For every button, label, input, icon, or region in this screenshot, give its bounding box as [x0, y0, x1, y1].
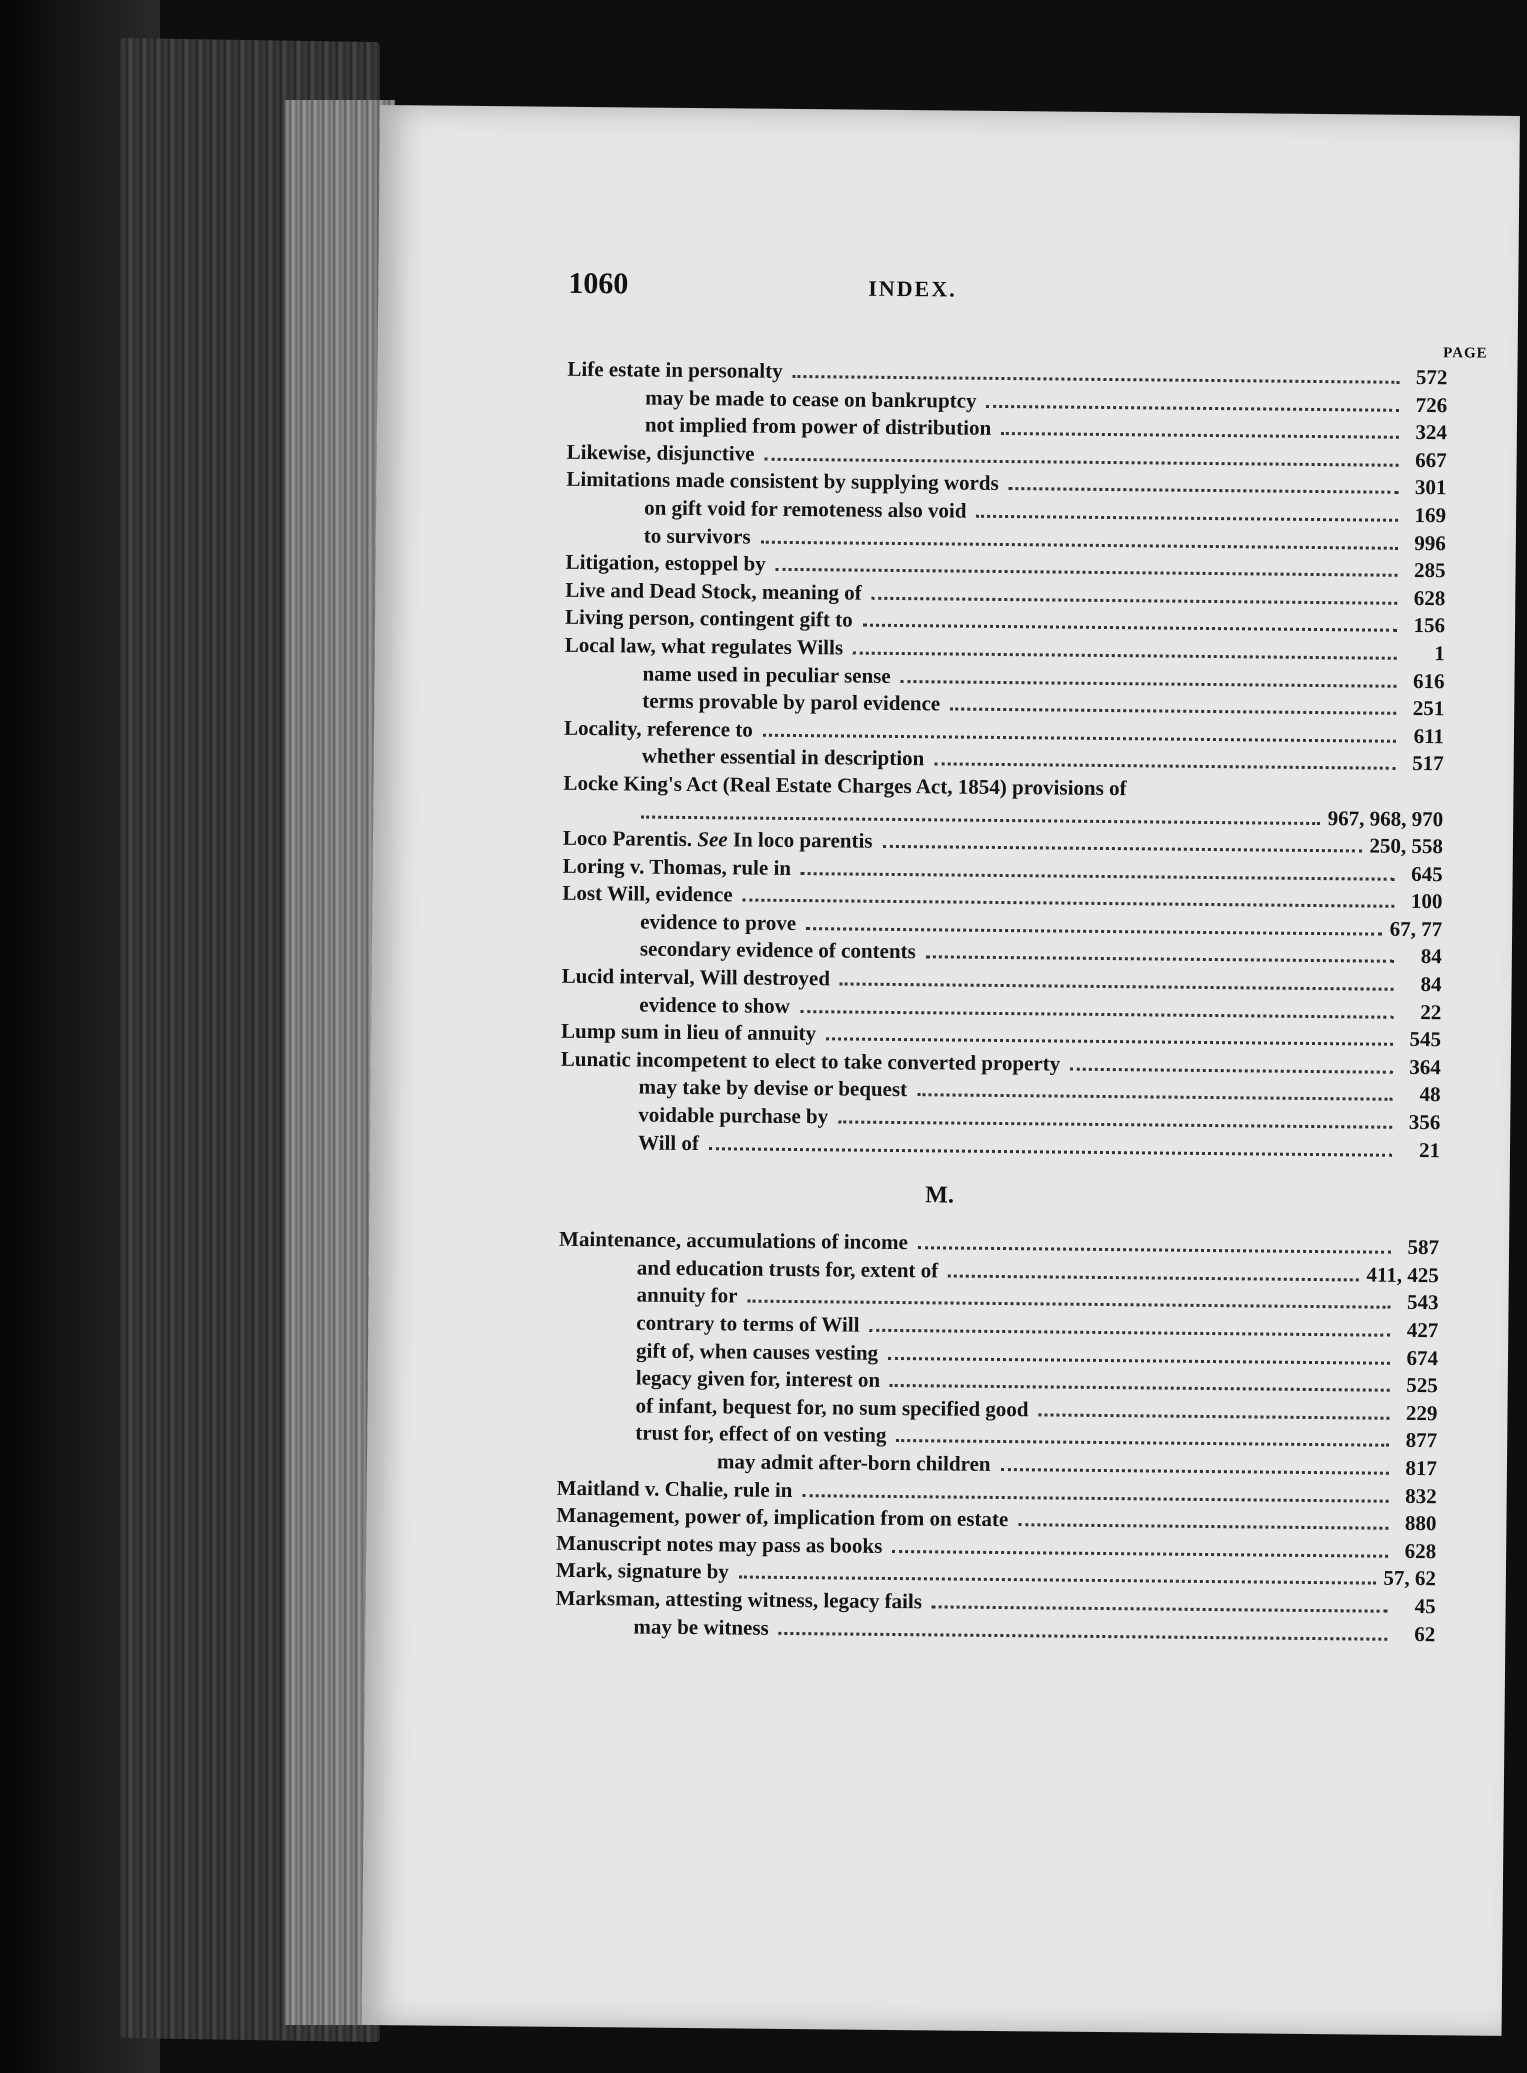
entry-page: 645 [1411, 861, 1443, 886]
entry-term: Maintenance, accumulations of income [559, 1226, 909, 1255]
dot-leader [747, 1300, 1390, 1309]
dot-leader [950, 708, 1396, 715]
entry-page: 411, 425 [1366, 1262, 1439, 1288]
entry-term: Maitland v. Chalie, rule in [556, 1475, 793, 1502]
entry-term: Limitations made consistent by supplying words [566, 467, 999, 496]
entry-term: Loring v. Thomas, rule in [562, 853, 792, 880]
entry-term: may take by devise or bequest [638, 1074, 908, 1102]
dot-leader [882, 845, 1361, 853]
entry-term: Lump sum in lieu of annuity [561, 1019, 817, 1046]
entry-page: 880 [1404, 1511, 1437, 1536]
entry-page: 364 [1409, 1054, 1441, 1080]
entry-page: 285 [1413, 558, 1446, 583]
entry-term: Local law, what regulates Wills [564, 632, 844, 660]
dot-leader [918, 1246, 1391, 1254]
dot-leader [1038, 1413, 1389, 1419]
entries-group-l2 [560, 826, 1443, 1166]
entry-page: 57, 62 [1383, 1566, 1437, 1591]
entry-term: and education trusts for, extent of [636, 1255, 939, 1283]
entries-group-m [555, 1227, 1439, 1649]
entry-page: 967, 968, 970 [1327, 805, 1444, 831]
entry-page: 229 [1405, 1400, 1438, 1425]
dot-leader [779, 1631, 1388, 1640]
entry-page: 67, 77 [1389, 916, 1443, 942]
index-page [362, 105, 1520, 2036]
entry-page: 545 [1409, 1027, 1442, 1052]
entry-page: 427 [1406, 1317, 1439, 1343]
entry-page: 996 [1414, 530, 1446, 555]
entry-term: Living person, contingent gift to [564, 605, 853, 632]
entry-page: 356 [1408, 1109, 1441, 1135]
entry-term: Lost Will, evidence [562, 881, 733, 907]
entry-page: 84 [1420, 972, 1442, 997]
dot-leader [917, 1094, 1392, 1102]
entry-page: 525 [1406, 1373, 1438, 1398]
entry-term [563, 826, 883, 854]
entry-term: voidable purchase by [638, 1102, 829, 1129]
entry-see-reference: See [697, 827, 728, 852]
entry-term: whether essential in description [641, 743, 925, 771]
entry-term: Life estate in personalty [567, 356, 783, 383]
dot-leader [802, 1494, 1388, 1503]
entry-page: 84 [1420, 944, 1442, 969]
dot-leader [896, 1439, 1389, 1447]
dot-leader [872, 596, 1398, 604]
entry-term-rest: In loco parentis [727, 827, 873, 853]
entry-page: 62 [1414, 1621, 1436, 1646]
dot-leader [934, 763, 1395, 770]
entry-page: 48 [1419, 1082, 1441, 1107]
entry-term: Lunatic incompetent to elect to take converted property [560, 1046, 1061, 1076]
dot-leader [840, 983, 1394, 991]
entry-term: Management, power of, implication from on estate [556, 1502, 1009, 1532]
dot-leader [743, 899, 1395, 908]
dot-leader [1018, 1523, 1388, 1530]
entry-term: may be witness [633, 1614, 769, 1640]
entry-term: Live and Dead Stock, meaning of [565, 577, 862, 605]
entry-term: trust for, effect of on vesting [635, 1420, 887, 1448]
page-header [568, 267, 1468, 316]
entries-group-l [564, 357, 1448, 779]
dot-leader [761, 540, 1398, 549]
section-heading-m: M. [925, 1182, 955, 1209]
entry-term: Marksman, attesting witness, legacy fails [555, 1585, 923, 1614]
entry-page: 156 [1413, 613, 1446, 638]
entry-page: 301 [1414, 475, 1447, 500]
entry-term: to survivors [643, 523, 751, 549]
entry-term: contrary to terms of Will [636, 1310, 860, 1337]
entry-term: Litigation, estoppel by [565, 549, 766, 576]
entry-term-main: Loco Parentis. [562, 825, 698, 852]
entry-term: name used in peculiar sense [642, 661, 891, 688]
entry-page: 1 [1434, 641, 1445, 666]
dot-leader [901, 680, 1397, 688]
entry-page: 517 [1412, 751, 1444, 776]
entry-page: 251 [1412, 696, 1445, 721]
dot-leader [863, 624, 1397, 632]
entry-page: 21 [1418, 1137, 1441, 1162]
entry-page: 572 [1415, 364, 1448, 390]
dot-leader [739, 1576, 1376, 1585]
dot-leader [801, 872, 1395, 881]
entry-term: Lucid interval, Will destroyed [561, 963, 831, 991]
entry-page: 611 [1413, 723, 1445, 748]
dot-leader [826, 1038, 1393, 1046]
dot-leader [1009, 487, 1399, 494]
entry-term: Will of [637, 1130, 700, 1155]
entry-page: 667 [1415, 447, 1447, 473]
dot-leader [986, 404, 1399, 411]
entry-term: Locality, reference to [563, 715, 753, 742]
entry-page: 100 [1410, 889, 1443, 914]
dot-leader [1000, 1468, 1388, 1475]
dot-leader [793, 375, 1400, 384]
entry-term: Likewise, disjunctive [566, 439, 755, 466]
entry-term: Manuscript notes may pass as books [556, 1530, 883, 1558]
entry-term: on gift void for remoteness also void [644, 495, 967, 523]
entry-term: not implied from power of distribution [644, 412, 992, 441]
dot-leader [853, 652, 1397, 660]
dot-leader [1001, 432, 1399, 439]
entry-page: 169 [1414, 502, 1447, 528]
entry-term: evidence to prove [640, 909, 797, 935]
entry-page: 832 [1405, 1483, 1437, 1508]
dot-leader [763, 733, 1396, 742]
entry-page: 616 [1412, 668, 1445, 693]
entry-term: annuity for [636, 1282, 738, 1308]
entry-term: may admit after-born children [716, 1449, 991, 1476]
dot-leader [806, 927, 1382, 936]
entry-page: 543 [1406, 1290, 1439, 1315]
dot-leader [641, 815, 1319, 825]
entry-page: 45 [1414, 1593, 1436, 1619]
entry-term: terms provable by parol evidence [642, 688, 941, 716]
dot-leader [764, 457, 1398, 466]
running-head: INDEX. [868, 275, 957, 302]
dot-leader [709, 1147, 1392, 1157]
dot-leader [890, 1384, 1390, 1392]
dot-leader [976, 515, 1398, 522]
entry-page: 587 [1407, 1235, 1440, 1260]
entry-term: evidence to show [639, 992, 790, 1018]
entry-term: secondary evidence of contents [639, 937, 916, 964]
entry-page: 22 [1420, 999, 1442, 1024]
entry-page: 726 [1415, 392, 1448, 417]
dot-leader [888, 1357, 1390, 1365]
dot-leader [932, 1605, 1388, 1612]
dot-leader [1070, 1068, 1393, 1074]
entry-page: 324 [1415, 420, 1448, 445]
dot-leader [838, 1120, 1392, 1128]
entry-term: gift of, when causes vesting [635, 1338, 879, 1365]
dot-leader [869, 1329, 1390, 1337]
dot-leader [926, 956, 1394, 963]
entry-page: 250, 558 [1369, 833, 1444, 859]
page-number: 1060 [568, 266, 629, 301]
dot-leader [948, 1274, 1358, 1281]
entry-page: 674 [1406, 1345, 1439, 1370]
entry-page: 877 [1405, 1428, 1438, 1453]
dot-leader [892, 1550, 1388, 1558]
entry-page: 817 [1405, 1455, 1438, 1481]
entry-term: may be made to cease on bankruptcy [645, 385, 977, 413]
entry-term: Locke King's Act (Real Estate Charges Act, 1854) provisions of [563, 770, 1127, 801]
entry-page: 628 [1404, 1538, 1437, 1563]
index-entries [555, 357, 1447, 1650]
page-column-label: PAGE [1443, 345, 1488, 362]
entry-term: of infant, bequest for, no sum specified good [635, 1393, 1029, 1422]
entry-term: Mark, signature by [555, 1558, 729, 1584]
dot-leader [800, 1010, 1394, 1019]
dot-leader [776, 568, 1398, 577]
entry-page: 628 [1413, 585, 1446, 610]
entry-term: legacy given for, interest on [635, 1365, 881, 1393]
